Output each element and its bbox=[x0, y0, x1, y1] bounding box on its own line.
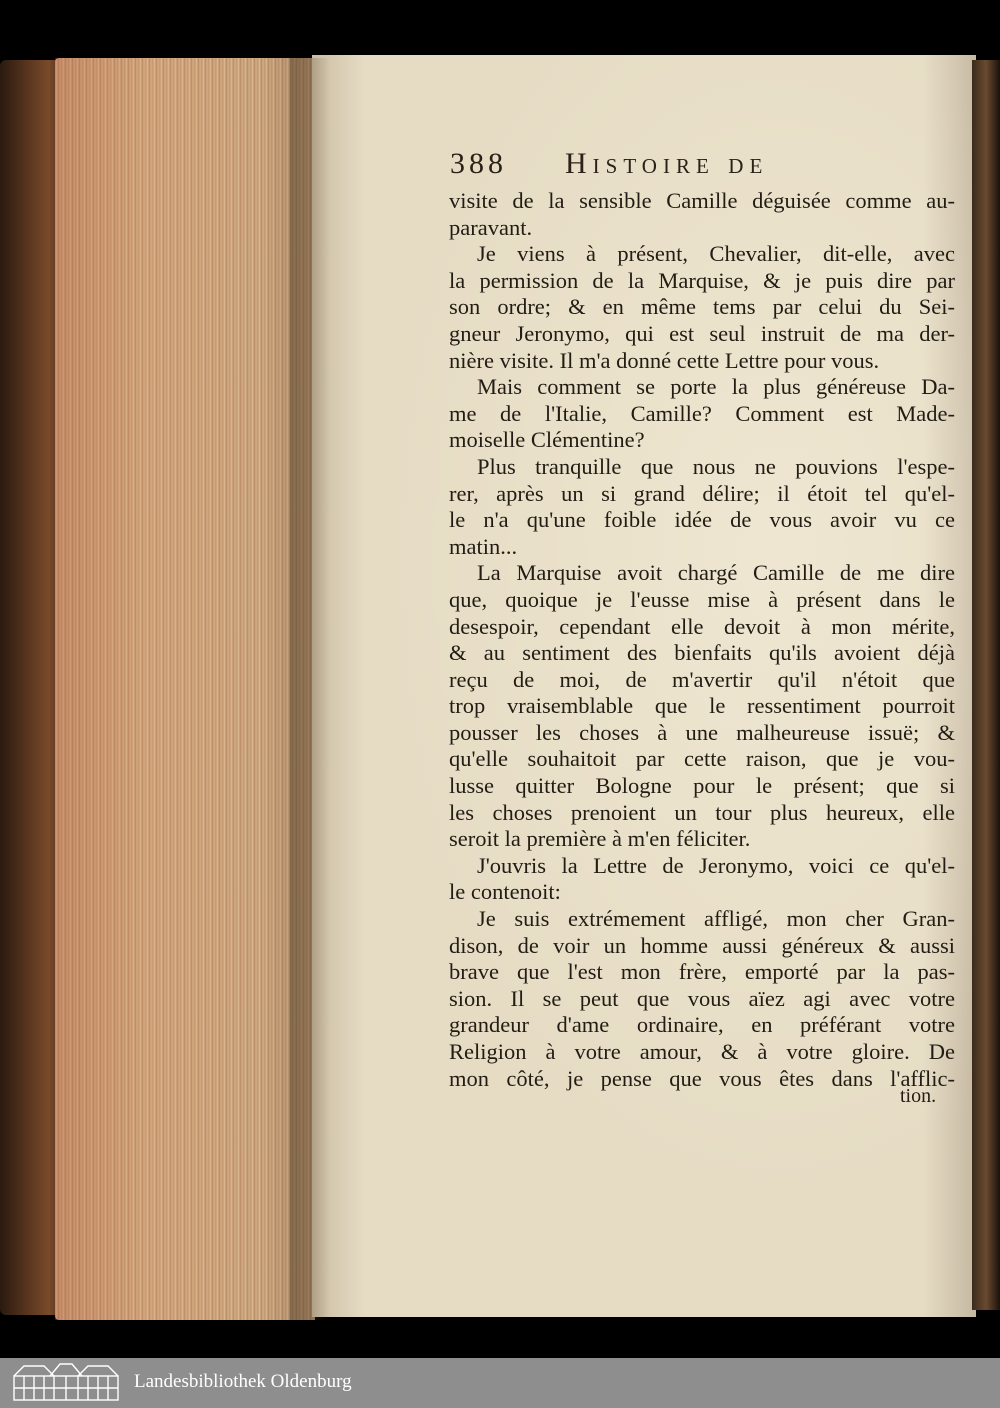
text-line: desespoir, cependant elle devoit à mon mérite, bbox=[449, 613, 955, 639]
text-line: son ordre; & en même tems par celui du Sei- bbox=[449, 294, 955, 320]
text-line: J'ouvris la Lettre de Jeronymo, voici ce qu'el- bbox=[477, 852, 955, 878]
text-line: brave que l'est mon frère, emporté par la pas- bbox=[449, 959, 955, 985]
text-line: seroit la première à m'en féliciter. bbox=[449, 826, 751, 852]
text-line: gneur Jeronymo, qui est seul instruit de ma der- bbox=[449, 320, 955, 346]
spine-shadow bbox=[290, 58, 330, 1320]
library-building-logo-icon bbox=[10, 1362, 122, 1402]
text-line: que, quoique je l'eusse mise à présent dans le bbox=[449, 586, 955, 612]
text-line: sion. Il se peut que vous aïez agi avec votre bbox=[449, 985, 955, 1011]
text-line: grandeur d'ame ordinaire, en préférant votre bbox=[449, 1012, 955, 1038]
text-line: me de l'Italie, Camille? Comment est Made- bbox=[449, 400, 955, 426]
text-line: la permission de la Marquise, & je puis dire par bbox=[449, 267, 955, 293]
text-line: pousser les choses à une malheureuse issuë; & bbox=[449, 719, 955, 745]
page-body-text bbox=[449, 188, 955, 1092]
text-line: Mais comment se porte la plus généreuse Da- bbox=[477, 374, 955, 400]
text-line: paravant. bbox=[449, 214, 533, 240]
running-title: Histoire de bbox=[565, 147, 769, 180]
text-line: Je viens à présent, Chevalier, dit-elle, avec bbox=[477, 241, 955, 267]
page-stack-shading bbox=[55, 58, 315, 1320]
text-line: & au sentiment des bienfaits qu'ils avoient déjà bbox=[449, 640, 955, 666]
text-line: le contenoit: bbox=[449, 879, 561, 905]
text-line: Je suis extrémement affligé, mon cher Gran- bbox=[477, 906, 955, 932]
text-line: trop vraisemblable que le ressentiment pourroit bbox=[449, 693, 955, 719]
text-line: dison, de voir un homme aussi généreux & aussi bbox=[449, 932, 955, 958]
page-header bbox=[450, 147, 960, 185]
text-line: La Marquise avoit chargé Camille de me dire bbox=[477, 560, 955, 586]
text-line: mon côté, je pense que vous êtes dans l'afflic- bbox=[449, 1065, 955, 1091]
text-line: Religion à votre amour, & à votre gloire. De bbox=[449, 1039, 955, 1064]
text-line: reçu de moi, de m'avertir qu'il n'étoit que bbox=[449, 666, 955, 692]
text-line: lusse quitter Bologne pour le présent; que si bbox=[449, 773, 955, 799]
text-line: nière visite. Il m'a donné cette Lettre pour vous. bbox=[449, 347, 880, 373]
text-line: matin... bbox=[449, 533, 518, 559]
footer-bar bbox=[0, 1358, 1000, 1408]
text-line: visite de la sensible Camille déguisée comme au- bbox=[449, 188, 955, 213]
text-line: qu'elle souhaitoit par cette raison, que je vou- bbox=[449, 746, 955, 772]
book-right-edge bbox=[972, 60, 1000, 1310]
text-line: Plus tranquille que nous ne pouvions l'espe- bbox=[477, 453, 955, 479]
catchword: tion. bbox=[900, 1085, 937, 1107]
page-number: 388 bbox=[450, 147, 507, 180]
text-line: le n'a qu'une foible idée de vous avoir vu ce bbox=[449, 507, 955, 533]
library-name: Landesbibliothek Oldenburg bbox=[134, 1371, 352, 1392]
text-line: moiselle Clémentine? bbox=[449, 427, 645, 453]
text-line: rer, après un si grand délire; il étoit tel qu'el- bbox=[449, 480, 955, 506]
text-line: les choses prenoient un tour plus heureux, elle bbox=[449, 799, 955, 825]
